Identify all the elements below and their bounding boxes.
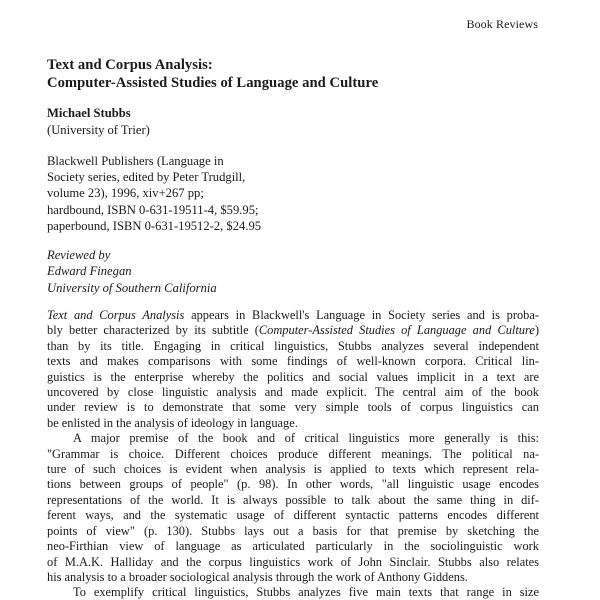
body-line: his analysis to a broader sociological analysis through the work of Anthony Giddens. bbox=[47, 569, 468, 584]
body-line: uncovered by close linguistic analysis and made explicit. The central aim of the book bbox=[47, 385, 539, 400]
book-subtitle-line-2: Computer-Assisted Studies of Language and Culture bbox=[47, 75, 379, 91]
body-line: To exemplify critical linguistics, Stubbs analyzes five main texts that range in size bbox=[73, 585, 539, 600]
publication-details bbox=[47, 153, 261, 234]
reviewer-affiliation: University of Southern California bbox=[47, 280, 217, 295]
body-line: texts and makes comparisons with some findings of well-known corpora. Critical lin- bbox=[47, 354, 539, 369]
body-line: A major premise of the book and of critical linguistics more generally is this: bbox=[73, 431, 539, 446]
book-title bbox=[47, 56, 378, 92]
reviewed-by-label: Reviewed by bbox=[47, 248, 111, 262]
publication-line: Blackwell Publishers (Language in bbox=[47, 154, 224, 168]
body-line: tions between groups of people" (p. 98). In other words, "all linguistic usage encodes bbox=[47, 477, 539, 492]
author-block bbox=[47, 105, 150, 139]
publication-line: volume 23), 1996, xiv+267 pp; bbox=[47, 186, 204, 201]
publication-line: hardbound, ISBN 0-631-19511-4, $59.95; bbox=[47, 202, 259, 217]
body-line: bly better characterized by its subtitle (Computer-Assisted Studies of Language and Culture) bbox=[47, 323, 539, 338]
publication-line: Society series, edited by Peter Trudgill, bbox=[47, 170, 246, 185]
body-line: of M.A.K. Halliday and the corpus linguistics work of John Sinclair. Stubbs also relates bbox=[47, 554, 539, 569]
body-line: ferent ways, and the systematic usage of different syntactic patterns encodes different bbox=[47, 508, 539, 523]
body-line: be enlisted in the analysis of ideology in language. bbox=[47, 415, 298, 430]
author-name: Michael Stubbs bbox=[47, 106, 131, 120]
body-line: Text and Corpus Analysis appears in Blackwell's Language in Society series and is proba- bbox=[47, 308, 539, 322]
book-title-italic: Text and Corpus Analysis bbox=[47, 308, 185, 322]
body-line: representations of the world. It is always possible to talk about the same thing in dif- bbox=[47, 492, 539, 507]
running-head: Book Reviews bbox=[466, 17, 538, 31]
body-line: points of view" (p. 130). Stubbs lays out a basis for that premise by sketching the bbox=[47, 523, 539, 538]
body-line: than by its title. Engaging in critical linguistics, Stubbs analyzes several independent bbox=[47, 338, 539, 353]
publication-line: paperbound, ISBN 0-631-19512-2, $24.95 bbox=[47, 218, 262, 233]
reviewer-name: Edward Finegan bbox=[47, 264, 132, 279]
review-body bbox=[47, 308, 539, 600]
reviewer-block bbox=[47, 247, 217, 296]
book-title-line-1: Text and Corpus Analysis: bbox=[47, 57, 213, 73]
body-line: guistics is the enterprise whereby the politics and social values implicit in a text are bbox=[47, 369, 539, 384]
subtitle-italic: Computer-Assisted Studies of Language and Culture bbox=[258, 323, 535, 338]
author-affiliation: (University of Trier) bbox=[47, 123, 150, 137]
body-line: ture of such choices is evident when analysis is applied to texts which represent rela- bbox=[47, 462, 539, 477]
body-line: "Grammar is choice. Different choices produce different meanings. The political na- bbox=[47, 446, 539, 461]
body-line: neo-Firthian view of language as articulated particularly in the sociolinguistic work bbox=[47, 539, 539, 554]
body-line: under review is to demonstrate that some very simple tools of corpus linguistics can bbox=[47, 400, 539, 415]
